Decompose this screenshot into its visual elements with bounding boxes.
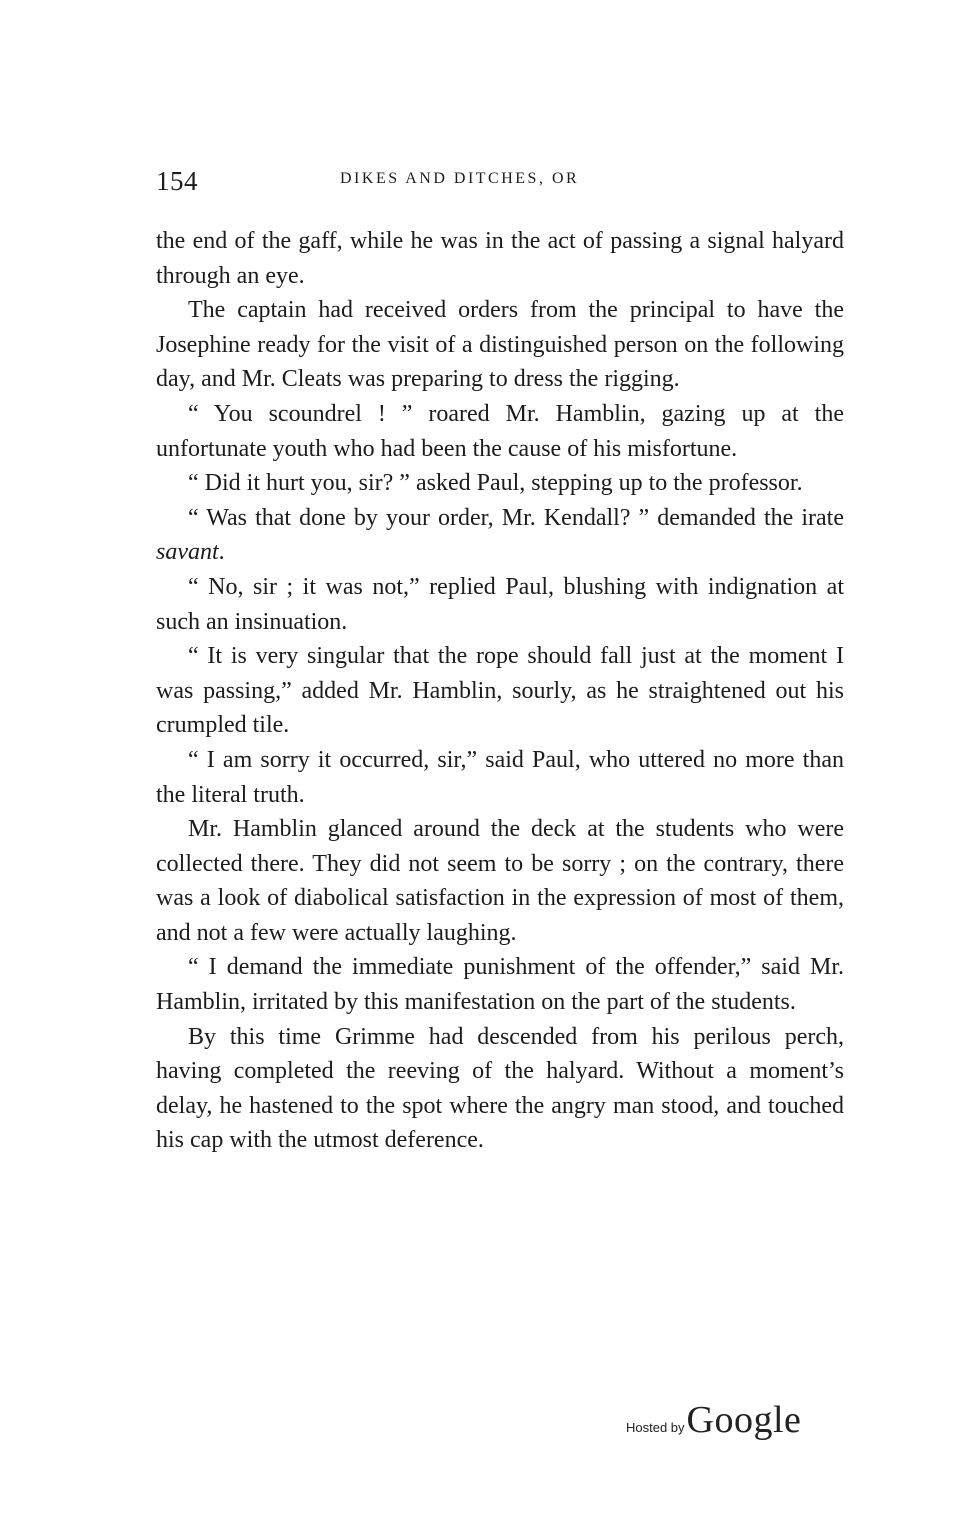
paragraph: [156, 501, 844, 570]
paragraph: The captain had received orders from the principal to have the Josephine ready for the visit of a distinguished person on the following day, and Mr. Cleats was preparing to dress the rigging.: [156, 297, 844, 393]
google-watermark: [626, 1398, 801, 1442]
paragraph: By this time Grimme had descended from his perilous perch, having completed the reeving of the halyard. Without a moment’s delay, he hastened to the spot where the angry man stood, and touched his cap with the utmost deference.: [156, 1023, 844, 1154]
italic-word: savant: [156, 539, 219, 566]
paragraph-text: .: [218, 539, 225, 566]
paragraph: “ It is very singular that the rope should fall just at the moment I was passing,” added Mr. Hamblin, sourly, as he straightened out his crumpled tile.: [156, 643, 844, 739]
page-number: 154: [156, 166, 198, 196]
paragraph-text: “ Was that done by your order, Mr. Kendall? ” demanded the irate: [188, 504, 844, 531]
paragraph: Mr. Hamblin glanced around the deck at the students who were collected there. They did not seem to be sorry ; on the contrary, there was a look of diabolical satisfaction in the expression of most of them, and not a few were actually laughing.: [156, 816, 844, 946]
paragraph: “ I demand the immediate punishment of the offender,” said Mr. Hamblin, irritated by this manifestation on the part of the students.: [156, 954, 844, 1016]
paragraph: “ You scoundrel ! ” roared Mr. Hamblin, gazing up at the unfortunate youth who had been the cause of his misfortune.: [156, 400, 844, 462]
hosted-by-label: Hosted by: [626, 1420, 685, 1435]
google-logo: Google: [686, 1399, 802, 1441]
paragraph: “ Did it hurt you, sir? ” asked Paul, stepping up to the professor.: [188, 470, 803, 497]
running-head: DIKES AND DITCHES, OR: [340, 170, 580, 187]
paragraph: “ I am sorry it occurred, sir,” said Paul, who uttered no more than the literal truth.: [156, 746, 844, 808]
paragraph: the end of the gaff, while he was in the act of passing a signal halyard through an eye.: [156, 228, 844, 289]
text-block: [156, 224, 844, 1158]
paragraph: “ No, sir ; it was not,” replied Paul, blushing with indignation at such an insinuation.: [156, 573, 844, 635]
